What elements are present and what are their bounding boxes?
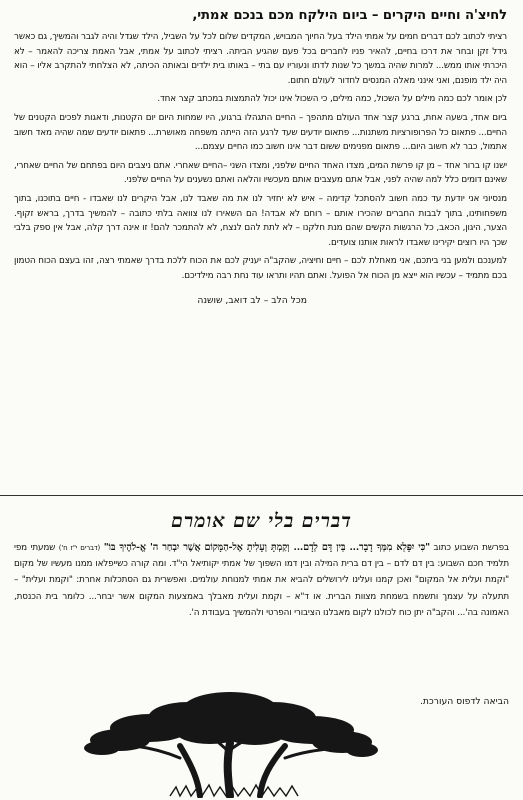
letter-paragraph-3: ביום אחד, בשעה אחת, ברגע קצר אחד העולם מתהפך – החיים התגהלו ברגוע, היו שמחות היום יום הקטנות, ודאגות לפכים הקטנים של החיים... פתאום כל הפרופורציות משתנות... פתאום יודעים שעד לרגע הזה הייתה משפחה מאושרת... פתאום יודעים שמה שהיה מאד חשוב אתמול, כבר לא חשוב היום... פתאום מפנימים ששום דבר אינו חשוב כמו החיים עצמם...	[14, 112, 507, 153]
letter-title: לחיצ'ה וחיים היקרים – ביום הילקח מכם בנכם אמתי,	[192, 8, 507, 23]
column-text: שמעתי מפי תלמיד חכם השבוע: בין דם לדם – בין דם ברית המילה ובין דמו השפוך של אמתי יקותיאל הי"ד. ומה קורה כשייפלאו ממנו מעשיו של מקום "וקמת ועלית אל המקום" ואכן קמנו ועלינו לירושלים להביא את אמתי למנוחת עולמים. ואפשרית גם הסתכלות אחרת: "וקמת ועלית" – תתעלה על עצמך ותשמח בשמחת מצוות הברית. או ד"א – וקמת ועלית מאבלך באמצעות המקום אשר יבחר... כלומר בית הכנסת, האמונה בה'... והקב"ה יתן כוח לכולנו לקום מאבלנו הציבורי והפרטי ולהמשיך בעבודת ה'.	[14, 543, 509, 618]
column-citation: (דברים י"ז ח')	[58, 544, 101, 552]
tree-illustration	[80, 688, 380, 798]
letter-paragraph-4: ישנו קו ברור אחד – מן קו פרשת המים, מצדו האחד החיים שלפני, ומצדו השני –החיים שאחרי. אתם ניצבים היום בפתחם של החיים שאחרי, שאינם דומים כלל למה שהיה לפני, אבל אתם מעצבים אותם מעכשיו והלאה ואתם נשענים על החיים שלפני.	[14, 160, 507, 186]
letter-paragraph-5: מנסיוני אני יודעת עד כמה חשוב להסתכל קדימה – איש לא יחזיר לנו את מה שאבד לנו, אבל היקרים לנו שאבדו - חיים בתוכנו, בתוך משפחותינו, בתוך לבבות החברים שהכירו אותם – רוחם לא אבדה! הם השאירו לנו צוואה בלתי כתובה – להמשיך בדרך, בראש זקוף. הצער, היגון, הכאב, כל הרגשות הקשים שהם מנת חלקנו – לא לתת להם לנצח, לא להתמכר להם! זו אינה דרך קלה, אבל אין ספק בלבי שכך היו רוצים יקירינו שאבדו לראות אותנו צועדים.	[14, 193, 507, 248]
column-intro: בפרשת השבוע כתוב	[433, 543, 509, 553]
column-body	[14, 540, 509, 621]
letter-paragraph-2: לכן אומר לכם כמה מילים על השכול, כמה מילים, כי השכול אינו יכול להתמצות במכתב קצר אחד.	[157, 94, 507, 105]
letter-paragraph-6: למענכם ולמען בני ביתכם, אני מאחלת לכם – חיים וחיציה, שהקב"ה יעניק לכם את הכוח ללכת בדרך שאמתי רצה, זהו בעצם הכוח הטמון בכם מתמיד – עכשיו הוא ייצא מן הכוח אל הפועל. ואתם תהיו ותראו עוד נחת רבה מילדיכם.	[14, 256, 507, 281]
column-verse: "כִּי יִפָּלֵא מִמְּךָ דָבָר... בֵּין דָּם לְדָם... וְקַמְתָּ וְעָלִיתָ אֶל-הַמָּקוֹם אֲשֶׁר יִבְחַר ה' אֱ-לֹהֶיךָ בּוֹ"	[103, 542, 430, 553]
section-divider	[0, 495, 523, 496]
condolence-letter	[14, 8, 507, 307]
letter-signature: מכל הלב – לב דואב, שושנה	[197, 294, 307, 306]
column-title: דברים בלי שם אומרם	[171, 510, 352, 532]
editor-credit: הביאה לדפוס העורכת.	[419, 696, 509, 707]
letter-paragraph-1: רציתי לכתוב לכם דברים חמים על אמתי הילד בעל החיוך המבויש, המקדים שלום לכל על השביל, הילד שגדל והיה לגבר והמשיך, גם כאשר גידל זקן ובחר את דרכו בחיים, להאיר פניו לחברים בכל פעם שהגיע הביתה. רציתי לכתוב על אמתי, אבל האמת צריכה להאמר – לא היכרתי אותו ממש... למרות שהיה במשך כל שנות לדתו ונעוריו עם בתי – באותו בית ילדים ובאותה הכיתה, לא הצלחתי להתקרב אליו – הוא היה ילד מופנם, ואני אינני מאלה המנסים לחדור לעולם חתום.	[14, 32, 507, 86]
torah-column	[14, 510, 509, 621]
